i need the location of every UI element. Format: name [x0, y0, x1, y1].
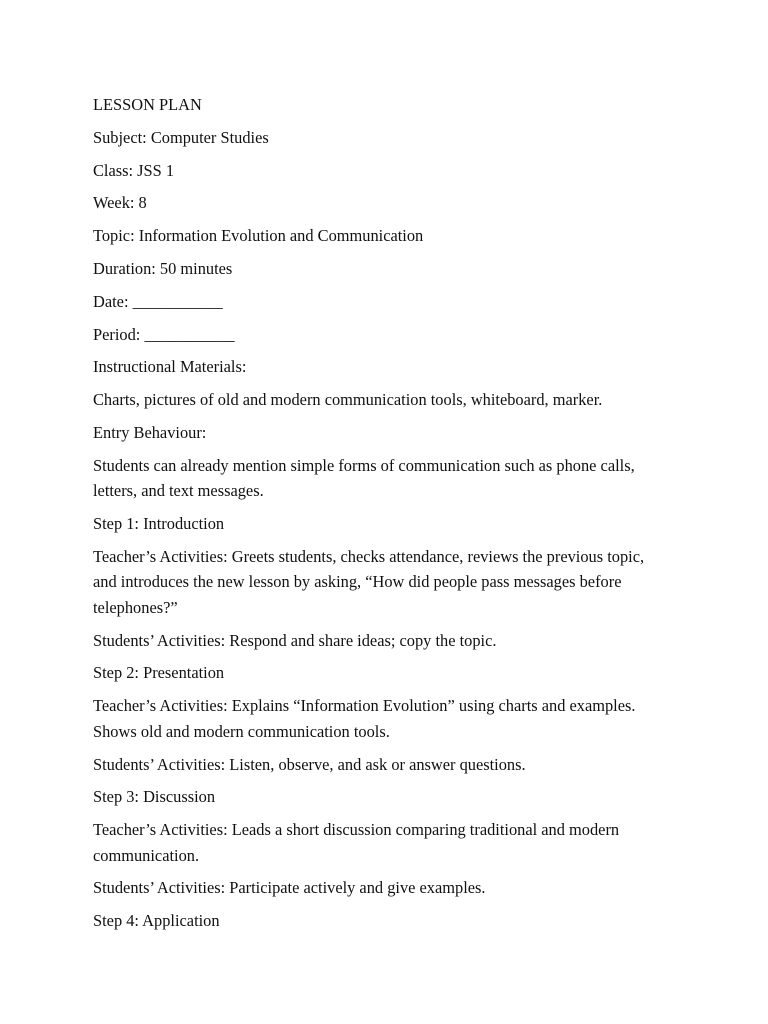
step-3-teacher-activities: Teacher’s Activities: Leads a short discussion comparing traditional and modern communication. — [93, 820, 620, 865]
instructional-materials-heading: Instructional Materials: — [93, 357, 247, 377]
step-1-student-activities: Students’ Activities: Respond and share ideas; copy the topic. — [93, 630, 497, 650]
entry-behaviour-heading: Entry Behaviour: — [93, 422, 207, 442]
subject-line: Subject: Computer Studies — [93, 127, 269, 147]
step-3-heading: Step 3: Discussion — [93, 787, 216, 807]
duration-line: Duration: 50 minutes — [93, 258, 233, 278]
class-line: Class: JSS 1 — [93, 160, 175, 180]
step-2-student-activities: Students’ Activities: Listen, observe, and ask or answer questions. — [93, 754, 526, 774]
step-3-student-activities: Students’ Activities: Participate actively and give examples. — [93, 878, 486, 898]
date-line: Date: ___________ — [93, 291, 223, 311]
document-title: LESSON PLAN — [93, 95, 202, 114]
step-1-teacher-activities: Teacher’s Activities: Greets students, checks attendance, reviews the previous topic, and introduces the new lesson by asking, “How did people pass messages before telephones?” — [93, 546, 645, 617]
step-4-heading: Step 4: Application — [93, 911, 220, 931]
instructional-materials-text: Charts, pictures of old and modern communication tools, whiteboard, marker. — [93, 390, 603, 410]
step-2-heading: Step 2: Presentation — [93, 663, 225, 683]
topic-line: Topic: Information Evolution and Communication — [93, 226, 424, 246]
lesson-plan-body — [93, 92, 663, 941]
entry-behaviour-text: Students can already mention simple forms of communication such as phone calls, letters, and text messages. — [93, 455, 635, 501]
period-line: Period: ___________ — [93, 324, 235, 344]
step-1-heading: Step 1: Introduction — [93, 514, 225, 534]
week-line: Week: 8 — [93, 193, 147, 213]
step-2-teacher-activities: Teacher’s Activities: Explains “Information Evolution” using charts and examples. Shows old and modern communication tools. — [93, 696, 636, 741]
